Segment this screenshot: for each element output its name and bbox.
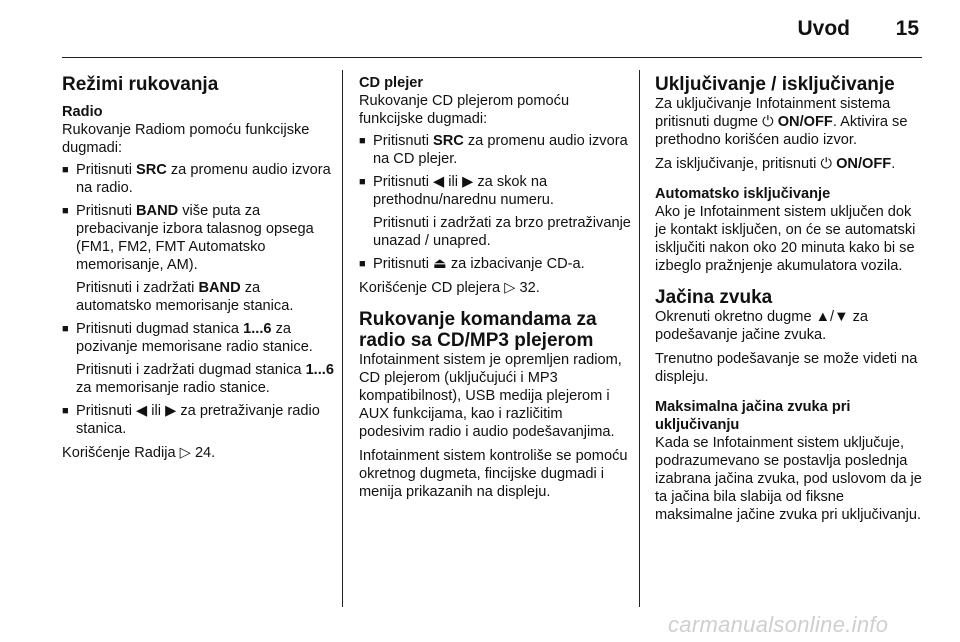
- key-presets: 1...6: [243, 321, 272, 337]
- list-item: ■ Pritisnuti ◀ ili ▶ za skok na prethodnu/narednu numeru. Pritisnuti i zadržati za brzo pretraživanje unazad / unapred.: [359, 173, 631, 250]
- key-on-off: ON/OFF: [836, 156, 892, 172]
- power-icon: ⏻: [762, 114, 774, 130]
- column-divider: [342, 70, 343, 607]
- list-item: ■ Pritisnuti ⏏ za izbacivanje CD-a.: [359, 255, 631, 273]
- heading-radio-cd-controls: Rukovanje komandama za radio sa CD/MP3 plejerom: [359, 309, 597, 351]
- key-band: BAND: [136, 203, 179, 219]
- paragraph: Okrenuti okretno dugme ▲/▼ za podešavanje jačine zvuka.: [655, 309, 869, 343]
- list-item: ■ Pritisnuti SRC za promenu audio izvora na CD plejer.: [359, 132, 631, 168]
- list-item: ■ Pritisnuti ◀ ili ▶ za pretraživanje radio stanica.: [62, 402, 337, 438]
- radio-intro: Rukovanje Radiom pomoću funkcijske dugmadi:: [62, 122, 310, 156]
- paragraph: Za isključivanje, pritisnuti ⏻ ON/OFF.: [655, 156, 896, 172]
- paragraph: Ako je Infotainment sistem uključen dok je kontakt isključen, on će se automatski isključiti nakon oko 20 minuta kako bi se izbeglo pražnjenje akumulatora vozila.: [655, 204, 916, 274]
- reference-page: 24.: [194, 445, 216, 461]
- watermark: carmanualsonline.info: [668, 612, 889, 637]
- heading-operating-modes: Režimi rukovanja: [62, 74, 219, 95]
- paragraph: Za uključivanje Infotainment sistema pritisnuti dugme ⏻ ON/OFF. Aktivira se prethodno korišćen audio izvor.: [655, 96, 908, 148]
- list-item: ■ Pritisnuti dugmad stanica 1...6 za pozivanje memorisane radio stanice. Pritisnuti i zadržati dugmad stanica 1...6 za memorisanje radio stanice.: [62, 320, 337, 397]
- eject-icon: ⏏: [433, 256, 447, 272]
- key-src: SRC: [136, 162, 167, 178]
- section-title: Uvod: [797, 17, 850, 40]
- heading-radio: Radio: [62, 104, 103, 120]
- list-item-sub: Pritisnuti i zadržati za brzo pretraživanje unazad / unapred.: [373, 215, 631, 249]
- heading-max-startup-volume: Maksimalna jačina zvuka pri uključivanju: [655, 399, 851, 433]
- header-rule: [62, 57, 922, 58]
- radio-bullet-list: [62, 161, 337, 438]
- heading-cd-player: CD plejer: [359, 75, 424, 91]
- reference-arrow-icon: ▷: [504, 280, 516, 296]
- paragraph: Kada se Infotainment sistem uključuje, podrazumevano se postavlja poslednja izabrana jačina zvuka, pod uslovom da je ta jačina bila slabija od fiksne maksimalne jačine zvuka pri uključivanju.: [655, 435, 922, 523]
- paragraph: Infotainment sistem je opremljen radiom, CD plejerom (uključujući i MP3 kompatibilnost), USB medija plejerom i AUX funkcijama, kao i različitim podesivim radio i audio podešavanjima.: [359, 352, 622, 440]
- list-item: ■ Pritisnuti BAND više puta za prebacivanje izbora talasnog opsega (FM1, FM2, FMT Automatsko memorisanje, AM). Pritisnuti i zadržati BAND za automatsko memorisanje stanica.: [62, 202, 337, 315]
- reference-arrow-icon: ▷: [179, 445, 191, 461]
- heading-auto-off: Automatsko isključivanje: [655, 186, 831, 202]
- cross-reference: Korišćenje Radija ▷ 24.: [62, 445, 216, 461]
- page-number: 15: [895, 17, 919, 40]
- power-icon: ⏻: [820, 156, 833, 172]
- column-1: [62, 74, 337, 468]
- column-divider: [639, 70, 640, 607]
- list-item-sub: Pritisnuti i zadržati BAND za automatsko memorisanje stanica.: [76, 280, 294, 314]
- paragraph: Infotainment sistem kontroliše se pomoću okretnog dugmeta, fincijske dugmadi i menija prikazanih na displeju.: [359, 448, 628, 500]
- list-item-sub: Pritisnuti i zadržati dugmad stanica 1...6 za memorisanje radio stanice.: [76, 362, 334, 396]
- heading-on-off: Uključivanje / isključivanje: [655, 74, 895, 95]
- key-on-off: ON/OFF: [777, 114, 833, 130]
- cross-reference: Korišćenje CD plejera ▷ 32.: [359, 280, 540, 296]
- heading-volume: Jačina zvuka: [655, 287, 773, 308]
- key-src: SRC: [433, 133, 464, 149]
- list-item: ■ Pritisnuti SRC za promenu audio izvora na radio.: [62, 161, 337, 197]
- cd-intro: Rukovanje CD plejerom pomoću funkcijske dugmadi:: [359, 93, 570, 127]
- cd-bullet-list: [359, 132, 631, 273]
- reference-page: 32.: [519, 280, 540, 296]
- column-2: [359, 74, 631, 507]
- paragraph: Trenutno podešavanje se može videti na displeju.: [655, 351, 918, 385]
- page-header: [0, 0, 960, 58]
- column-3: [655, 74, 925, 530]
